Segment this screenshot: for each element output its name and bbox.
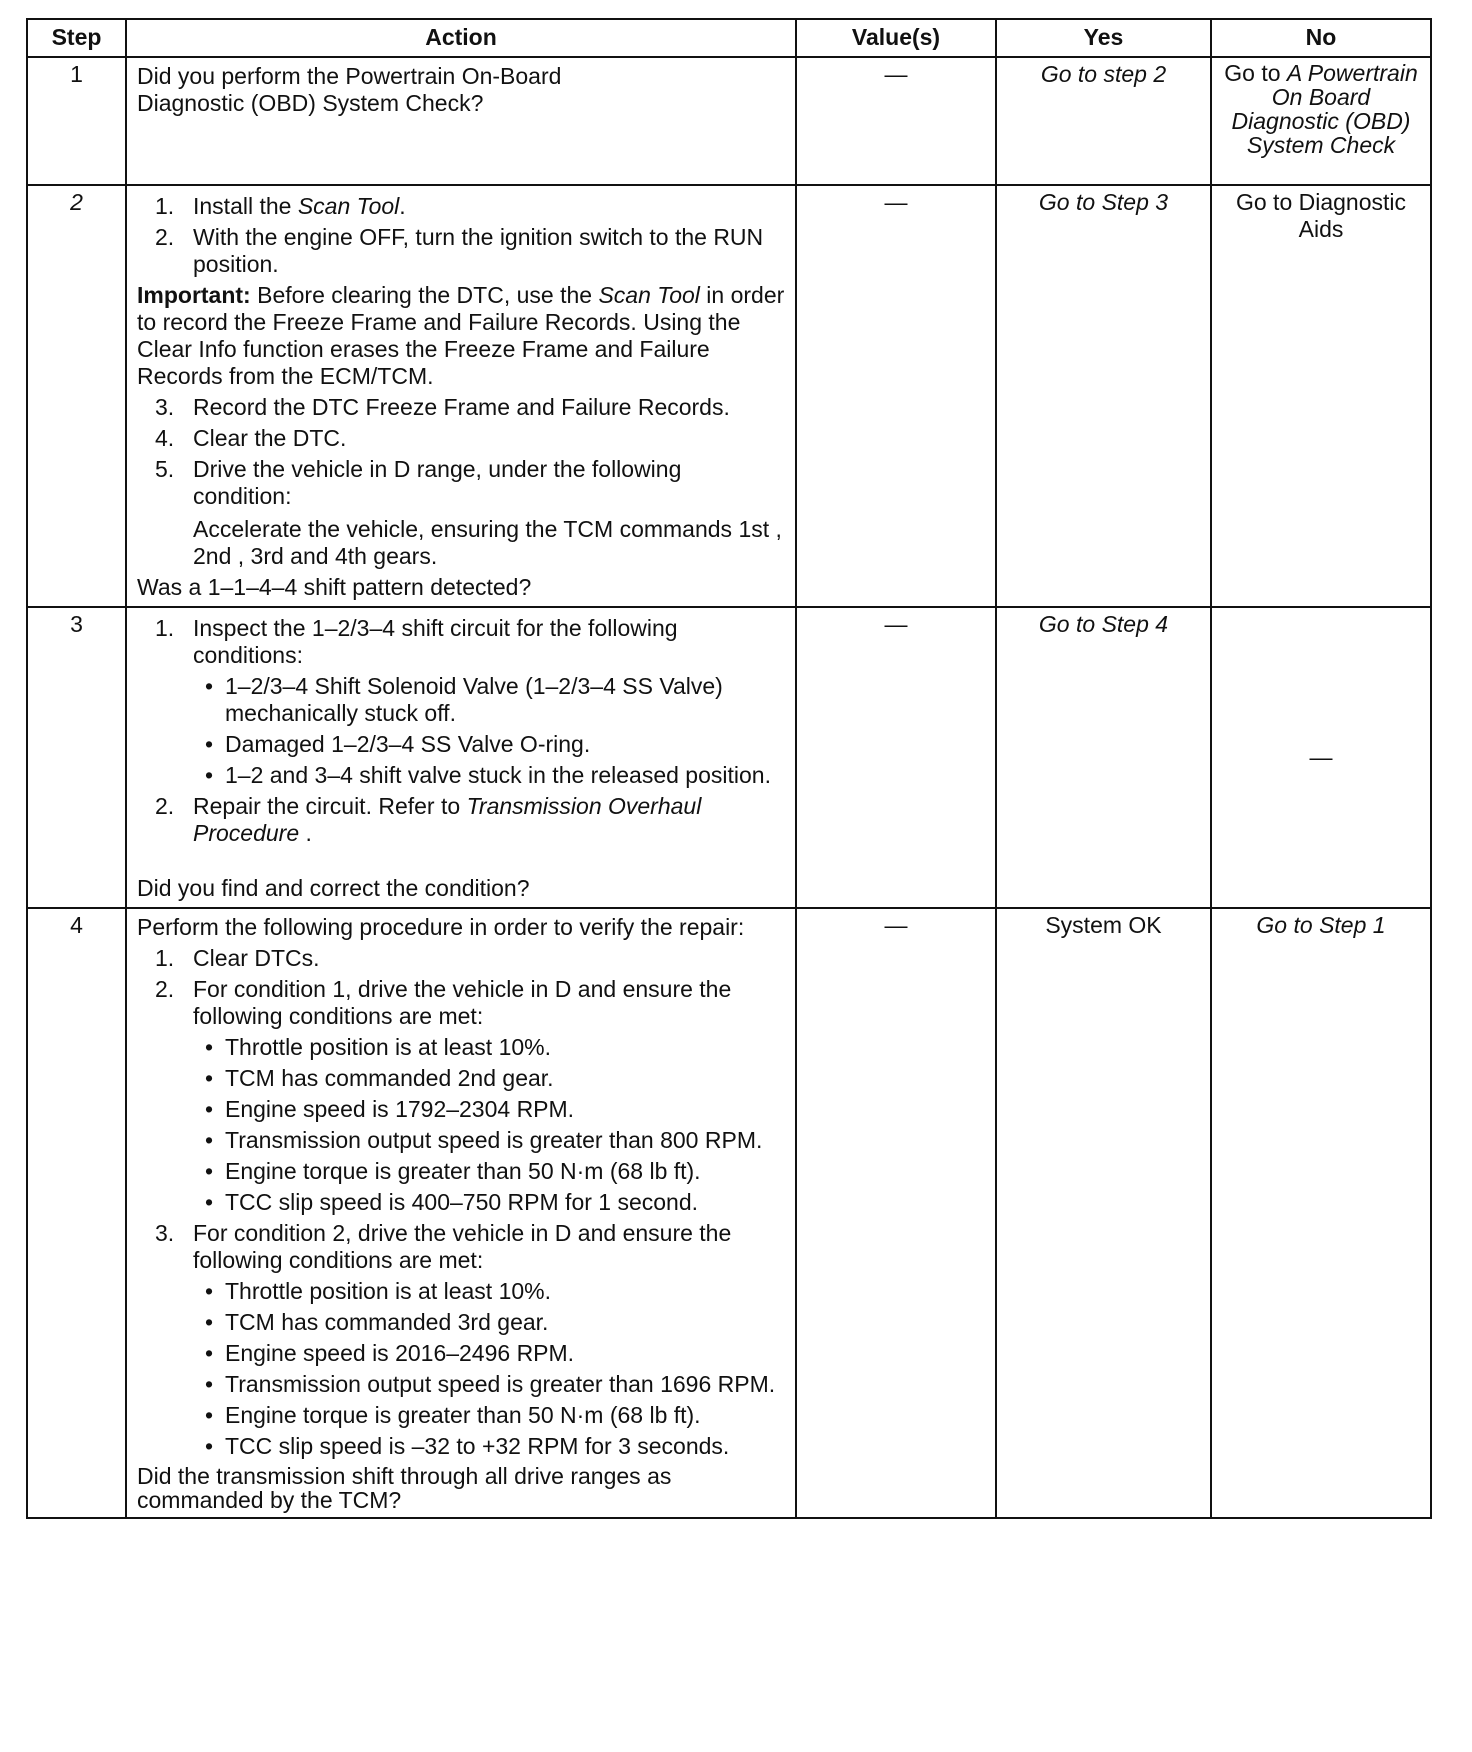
- action-steps: [137, 394, 785, 570]
- no-text-link: A Powertrain On Board Diagnostic (OBD) System Check: [1231, 60, 1418, 158]
- list-item: [137, 425, 785, 452]
- yes-cell: Go to Step 3: [996, 185, 1211, 607]
- value-cell: —: [796, 908, 996, 1518]
- action-question: Did the transmission shift through all drive ranges as commanded by the TCM?: [137, 1463, 672, 1513]
- list-item: [137, 193, 785, 220]
- list-item: [137, 945, 785, 972]
- list-item: [137, 976, 785, 1216]
- item-text: Record the DTC Freeze Frame and Failure Records.: [193, 394, 730, 420]
- item-number: 1.: [155, 615, 175, 641]
- important-emphasis: Scan Tool: [598, 282, 700, 308]
- header-no: No: [1211, 19, 1431, 57]
- yes-cell: Go to Step 4: [996, 607, 1211, 908]
- list-item: [137, 1220, 785, 1460]
- no-cell: —: [1211, 607, 1431, 908]
- action-steps: [137, 193, 785, 278]
- action-cell: [126, 185, 796, 607]
- item-text: Repair the circuit. Refer to: [193, 793, 467, 819]
- table-row: [27, 57, 1431, 185]
- header-action: Action: [126, 19, 796, 57]
- table-row: [27, 185, 1431, 607]
- item-number: 3.: [155, 1220, 175, 1246]
- important-label: Important:: [137, 282, 251, 308]
- item-emphasis: Transmission Overhaul Procedure: [193, 793, 702, 846]
- bullet-item: • Engine speed is 2016–2496 RPM.: [193, 1340, 785, 1367]
- action-intro: Perform the following procedure in order to verify the repair:: [137, 914, 745, 940]
- sub-condition: Accelerate the vehicle, ensuring the TCM commands 1st , 2nd , 3rd and 4th gears.: [193, 516, 782, 569]
- action-question: Did you find and correct the condition?: [137, 875, 530, 901]
- list-item: [137, 793, 785, 847]
- bullet-item: • Throttle position is at least 10%.: [193, 1034, 785, 1061]
- value-cell: —: [796, 185, 996, 607]
- step-number: 2: [27, 185, 126, 607]
- no-cell: Go to Diagnostic Aids: [1211, 185, 1431, 607]
- bullet-item: • Throttle position is at least 10%.: [193, 1278, 785, 1305]
- condition-list: [193, 1278, 785, 1460]
- bullet-item: • TCM has commanded 2nd gear.: [193, 1065, 785, 1092]
- item-number: 2.: [155, 976, 175, 1002]
- header-row: [27, 19, 1431, 57]
- item-text-end: .: [399, 193, 406, 219]
- bullet-item: • Engine speed is 1792–2304 RPM.: [193, 1096, 785, 1123]
- item-text: Drive the vehicle in D range, under the following condition:: [193, 456, 682, 509]
- header-yes: Yes: [996, 19, 1211, 57]
- item-text: Clear DTCs.: [193, 945, 320, 971]
- action-question: Was a 1–1–4–4 shift pattern detected?: [137, 574, 532, 600]
- item-text: Inspect the 1–2/3–4 shift circuit for the following conditions:: [193, 615, 678, 668]
- item-text: With the engine OFF, turn the ignition switch to the RUN position.: [193, 224, 764, 277]
- item-emphasis: Scan Tool: [297, 193, 400, 219]
- no-text-prefix: Go to: [1224, 60, 1287, 86]
- bullet-item: • TCC slip speed is 400–750 RPM for 1 second.: [193, 1189, 785, 1216]
- list-item: [137, 224, 785, 278]
- bullet-item: • 1–2/3–4 Shift Solenoid Valve (1–2/3–4 SS Valve) mechanically stuck off.: [193, 673, 785, 727]
- yes-cell: System OK: [996, 908, 1211, 1518]
- item-text-end: .: [299, 820, 312, 846]
- bullet-item: • TCM has commanded 3rd gear.: [193, 1309, 785, 1336]
- item-number: 1.: [155, 193, 175, 219]
- list-item: [137, 615, 785, 789]
- item-number: 2.: [155, 793, 175, 819]
- condition-list: [193, 1034, 785, 1216]
- item-text: For condition 1, drive the vehicle in D and ensure the following conditions are met:: [193, 976, 732, 1029]
- item-number: 1.: [155, 945, 175, 971]
- item-number: 2.: [155, 224, 175, 250]
- important-text: Before clearing the DTC, use the: [250, 282, 599, 308]
- yes-cell: Go to step 2: [996, 57, 1211, 185]
- list-item: [137, 394, 785, 421]
- item-text: Install the: [193, 193, 298, 219]
- step-number: 1: [27, 57, 126, 185]
- header-values: Value(s): [796, 19, 996, 57]
- no-cell: Go to Step 1: [1211, 908, 1431, 1518]
- bullet-item: • Transmission output speed is greater than 800 RPM.: [193, 1127, 785, 1154]
- action-cell: [126, 607, 796, 908]
- important-text-end: in order to record the Freeze Frame and Failure Records. Using the Clear Info function erases the Freeze Frame and Failure Records from the ECM/TCM.: [137, 282, 785, 389]
- table-row: [27, 908, 1431, 1518]
- bullet-item: • TCC slip speed is –32 to +32 RPM for 3 seconds.: [193, 1433, 785, 1460]
- item-text: Clear the DTC.: [193, 425, 347, 451]
- value-cell: —: [796, 607, 996, 908]
- bullet-item: • Transmission output speed is greater than 1696 RPM.: [193, 1371, 785, 1398]
- value-cell: —: [796, 57, 996, 185]
- item-number: 3.: [155, 394, 175, 420]
- diagnostic-table: [26, 18, 1432, 1519]
- item-number: 4.: [155, 425, 175, 451]
- list-item: [137, 456, 785, 570]
- item-text: For condition 2, drive the vehicle in D and ensure the following conditions are met:: [193, 1220, 732, 1273]
- no-cell: [1211, 57, 1431, 185]
- action-steps: [137, 615, 785, 847]
- action-cell: [126, 57, 796, 185]
- step-number: 3: [27, 607, 126, 908]
- table-row: [27, 607, 1431, 908]
- action-steps: [137, 945, 785, 1460]
- bullet-item: • Engine torque is greater than 50 N·m (68 lb ft).: [193, 1158, 785, 1185]
- action-question: Did you perform the Powertrain On-Board Diagnostic (OBD) System Check?: [137, 63, 562, 116]
- condition-list: [193, 673, 785, 789]
- important-note: [137, 282, 785, 390]
- header-step: Step: [27, 19, 126, 57]
- item-number: 5.: [155, 456, 175, 482]
- bullet-item: • 1–2 and 3–4 shift valve stuck in the released position.: [193, 762, 785, 789]
- action-cell: [126, 908, 796, 1518]
- bullet-item: • Damaged 1–2/3–4 SS Valve O-ring.: [193, 731, 785, 758]
- step-number: 4: [27, 908, 126, 1518]
- bullet-item: • Engine torque is greater than 50 N·m (68 lb ft).: [193, 1402, 785, 1429]
